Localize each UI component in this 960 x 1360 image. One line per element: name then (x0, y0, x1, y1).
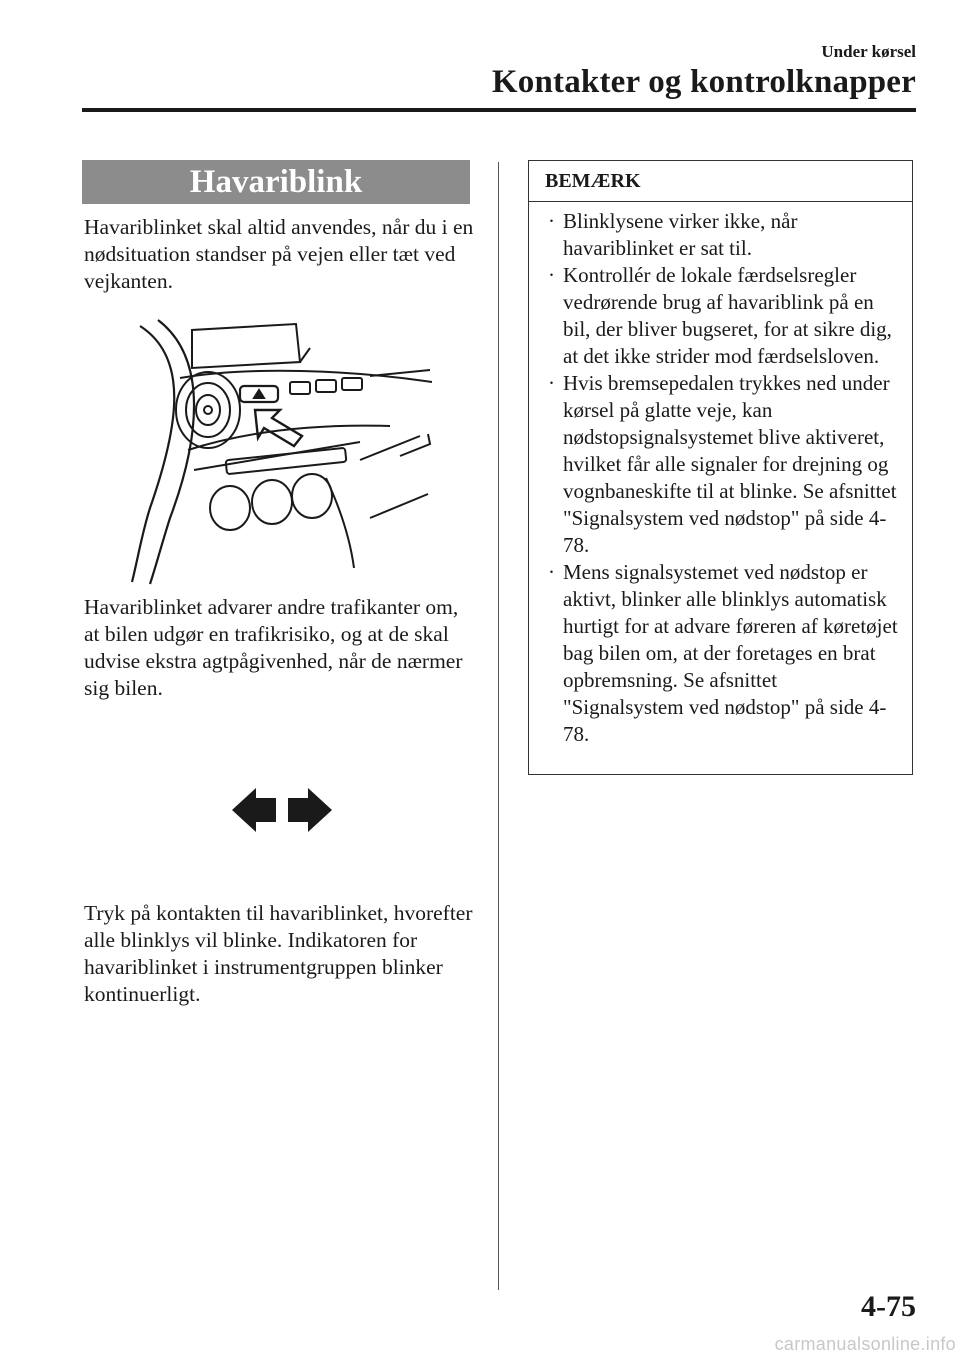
intro-paragraph: Havariblinket skal altid anvendes, når du i en nødsituation standser på vejen eller tæt ved vejkanten. (84, 215, 474, 293)
note-label: BEMÆRK (529, 161, 912, 202)
bullet-icon: · (548, 209, 555, 233)
bullet-icon: · (548, 263, 555, 287)
column-divider (498, 162, 499, 1290)
page-title: Kontakter og kontrolknapper (491, 64, 916, 100)
warning-paragraph: Havariblinket advarer andre trafikanter om, at bilen udgør en trafikrisiko, og at de skal udvise ekstra agtpågivenhed, når de nærmer sig bilen. (84, 595, 463, 700)
header-divider (82, 108, 916, 112)
watermark: carmanualsonline.info (774, 1334, 956, 1354)
note-item (529, 559, 912, 748)
section-title: Havariblink (82, 160, 470, 204)
bullet-icon: · (548, 560, 555, 584)
page-number: 4-75 (861, 1290, 916, 1323)
note-item-text: Kontrollér de lokale færdselsregler vedrørende brug af havariblink på en bil, der bliver bugseret, for at sikre dig, at det ikke strider mod færdselsloven. (563, 263, 892, 368)
note-item-text: Hvis bremsepedalen trykkes ned under kørsel på glatte veje, kan nødstopsignalsystemet blive aktiveret, hvilket får alle signaler for drejning og vognbaneskifte til at blinke. Se afsnittet "Signalsystem ved nødstop" på side 4-78. (563, 371, 897, 557)
instruction-paragraph: Tryk på kontakten til havariblinket, hvorefter alle blinklys vil blinke. Indikatoren for havariblinket i instrumentgruppen blinker kontinuerligt. (84, 901, 473, 1006)
chapter-heading: Under kørsel (821, 42, 916, 61)
hazard-switch-dashboard-icon (130, 318, 440, 586)
note-item-text: Mens signalsystemet ved nødstop er aktivt, blinker alle blinklys automatisk hurtigt for at advare føreren af køretøjet bag bilen om, at der foretages en brat opbremsning. Se afsnittet "Signalsystem ved nødstop" på side 4-78. (563, 560, 898, 746)
note-list (529, 202, 912, 748)
note-item-text: Blinklysene virker ikke, når havariblinket er sat til. (563, 209, 798, 260)
note-item (529, 208, 912, 262)
note-box (528, 160, 913, 775)
bullet-icon: · (548, 371, 555, 395)
hazard-arrows-icon (230, 784, 334, 836)
note-item (529, 370, 912, 559)
note-item (529, 262, 912, 370)
